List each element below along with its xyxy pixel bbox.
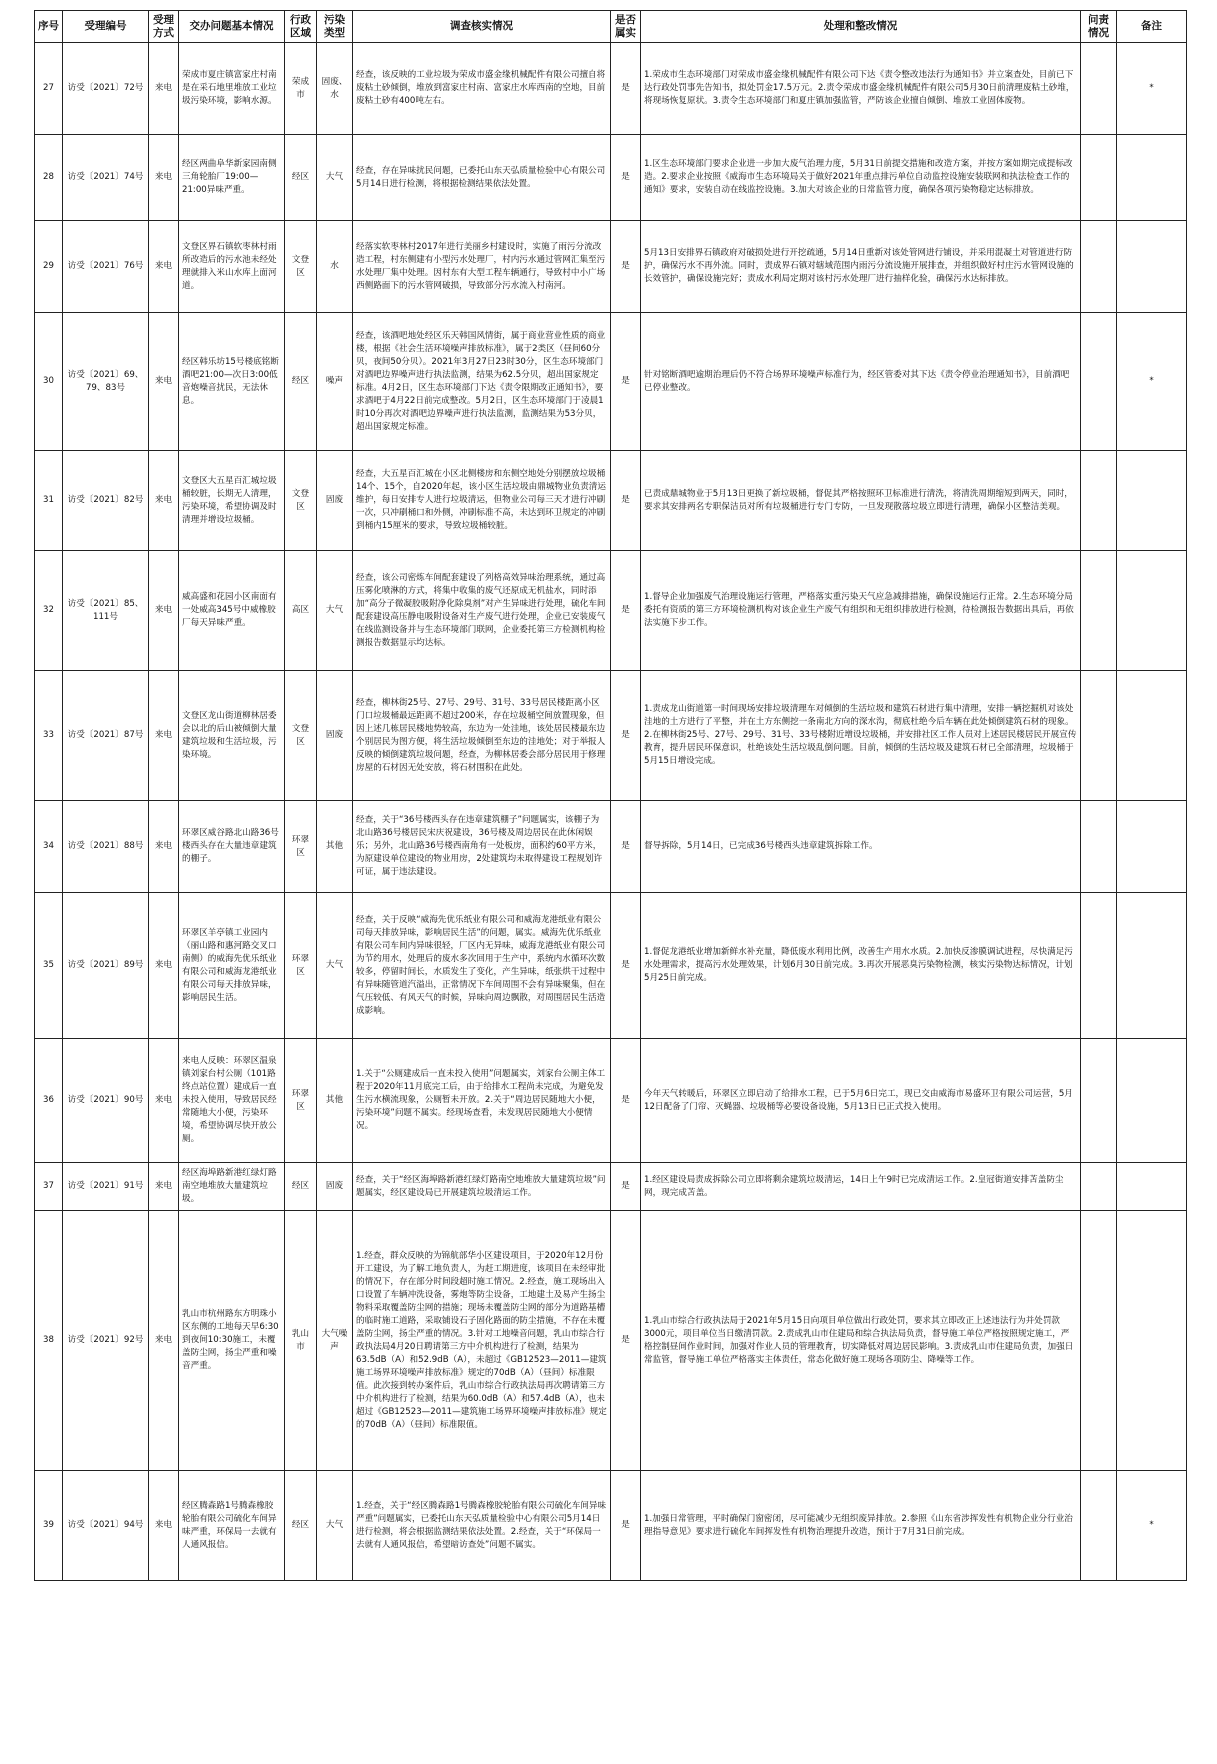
cell-remarks bbox=[1117, 451, 1187, 551]
cell-verified: 是 bbox=[611, 1163, 641, 1211]
table-row bbox=[35, 551, 1187, 671]
cell-method: 来电 bbox=[149, 671, 179, 801]
cell-method: 来电 bbox=[149, 221, 179, 313]
cell-verified: 是 bbox=[611, 1471, 641, 1581]
cell-investigation: 经查，关于“经区海埠路新港红绿灯路南空地堆放大量建筑垃圾”问题属实，经区建设局已开展建筑垃圾清运工作。 bbox=[353, 1163, 611, 1211]
cell-seq: 36 bbox=[35, 1039, 63, 1163]
cell-seq: 34 bbox=[35, 801, 63, 893]
table-row bbox=[35, 893, 1187, 1039]
cell-district: 环翠区 bbox=[285, 801, 317, 893]
cell-pollution: 固废 bbox=[317, 671, 353, 801]
cell-handling: 1.责成龙山街道第一时间现场安排垃圾清理车对倾倒的生活垃圾和建筑石材进行集中清理，安排一辆挖掘机对该处洼地的土方进行了平整，并在土方东侧挖一条南北方向的深水沟，彻底杜绝今后车辆在此处倾倒建筑石材的现象。2.在柳林街25号、27号、29号、31号、33号楼附近增设垃圾桶，并安排社区工作人员对上述居民楼居民开展宣传教育，提升居民环保意识，杜绝该处生活垃圾乱倒问题。目前，倾倒的生活垃圾及建筑石材已全部清理，垃圾桶于5月15日增设完成。 bbox=[641, 671, 1081, 801]
cell-district: 环翠区 bbox=[285, 893, 317, 1039]
table-row bbox=[35, 451, 1187, 551]
cell-accountability bbox=[1081, 43, 1117, 135]
cell-handling: 1.区生态环境部门要求企业进一步加大废气治理力度，5月31日前提交措施和改造方案，并按方案如期完成提标改造。2.要求企业按照《威海市生态环境局关于做好2021年重点排污单位自动监控设施安装联网和执法检查工作的通知》要求，安装自动在线监控设施。3.加大对该企业的日常监管力度，确保各项污染物稳定达标排放。 bbox=[641, 135, 1081, 221]
cell-method: 来电 bbox=[149, 801, 179, 893]
cell-pollution: 大气 bbox=[317, 1471, 353, 1581]
cell-investigation: 经查，关于“36号楼西头存在违章建筑棚子”问题属实，该棚子为北山路36号楼居民宋庆祝建设，36号楼及周边居民在此休闲娱乐；另外，北山路36号楼西南角有一处板房，面积约60平方米，为原建设单位建设的物业用房，2处建筑均未取得建设工程规划许可证，属于违法建设。 bbox=[353, 801, 611, 893]
cell-investigation: 经查，该公司密炼车间配套建设了列格高效异味治理系统，通过高压雾化喷淋的方式，将集中收集的废气还原成无机盐水，同时添加“高分子微凝胶吸附净化除臭剂”对产生异味进行处理，硫化车间配套建设高压静电吸附设备对生产废气进行处理，企业已安装废气在线监测设备并与生态环境部门联网，企业委托第三方检测机构检测报告数据显示均达标。 bbox=[353, 551, 611, 671]
cell-accountability bbox=[1081, 221, 1117, 313]
cell-handling: 1.经区建设局责成拆除公司立即将剩余建筑垃圾清运，14日上午9时已完成清运工作。2.皇冠街道安排苫盖防尘网，现完成苫盖。 bbox=[641, 1163, 1081, 1211]
cell-district: 经区 bbox=[285, 135, 317, 221]
cell-remarks: * bbox=[1117, 1471, 1187, 1581]
cell-seq: 32 bbox=[35, 551, 63, 671]
cell-district: 经区 bbox=[285, 1163, 317, 1211]
cell-issue: 威高盛和花园小区南面有一处威高345号中威橡胶厂每天异味严重。 bbox=[179, 551, 285, 671]
cell-method: 来电 bbox=[149, 551, 179, 671]
cell-verified: 是 bbox=[611, 671, 641, 801]
cell-method: 来电 bbox=[149, 135, 179, 221]
cell-accountability bbox=[1081, 135, 1117, 221]
cell-seq: 35 bbox=[35, 893, 63, 1039]
cell-handling: 针对铭断酒吧逾期治理后仍不符合场界环境噪声标准行为，经区管委对其下达《责令停业治理通知书》，目前酒吧已停业整改。 bbox=[641, 313, 1081, 451]
cell-investigation: 经查，存在异味扰民问题，已委托山东天弘质量检验中心有限公司5月14日进行检测，将根据检测结果依法处置。 bbox=[353, 135, 611, 221]
cell-accept-no: 访受〔2021〕91号 bbox=[63, 1163, 149, 1211]
cell-issue: 文登区界石镇软枣林村雨所改造后的污水池未经处理就排入米山水库上面河道。 bbox=[179, 221, 285, 313]
cell-accountability bbox=[1081, 1211, 1117, 1471]
cell-verified: 是 bbox=[611, 893, 641, 1039]
cell-method: 来电 bbox=[149, 1163, 179, 1211]
cell-handling: 5月13日安排界石镇政府对破损处进行开挖疏通，5月14日重新对该处管网进行铺设，并采用混凝土对管道进行防护，确保污水不再外流。同时，责成界石镇对辖域范围内雨污分流设施开展排查，并组织做好村庄污水管网设施的长效管护，确保设施完好；责成水利局定期对该村污水处理厂进行抽样化验，确保污水达标排放。 bbox=[641, 221, 1081, 313]
cell-handling: 1.乳山市综合行政执法局于2021年5月15日向项目单位做出行政处罚，要求其立即改正上述违法行为并处罚款3000元，项目单位当日缴清罚款。2.责成乳山市住建局和综合执法局负责，督导施工单位严格按照规定施工，严格控制昼间作业时间，加强对作业人员的管理教育，切实降低对周边居民影响。3.责成乳山市住建局负责，加强日常监管，督导施工单位严格落实主体责任，常态化做好施工现场各项防尘、降噪等工作。 bbox=[641, 1211, 1081, 1471]
cell-pollution: 固废、水 bbox=[317, 43, 353, 135]
cell-accountability bbox=[1081, 671, 1117, 801]
table-row bbox=[35, 221, 1187, 313]
header-district: 行政区域 bbox=[285, 11, 317, 43]
cell-accept-no: 访受〔2021〕85、111号 bbox=[63, 551, 149, 671]
cell-remarks bbox=[1117, 1039, 1187, 1163]
cell-seq: 33 bbox=[35, 671, 63, 801]
header-remarks: 备注 bbox=[1117, 11, 1187, 43]
table-row bbox=[35, 801, 1187, 893]
cell-pollution: 其他 bbox=[317, 801, 353, 893]
cell-seq: 39 bbox=[35, 1471, 63, 1581]
table-row bbox=[35, 1163, 1187, 1211]
cell-investigation: 1.关于“公厕建成后一直未投入使用”问题属实，刘家台公厕主体工程于2020年11月底完工后，由于给排水工程尚未完成，为避免发生污水横流现象，公厕暂未开放。2.关于“周边居民随地大小便，污染环境”问题不属实。经现场查看，未发现居民随地大小便情况。 bbox=[353, 1039, 611, 1163]
cell-accept-no: 访受〔2021〕87号 bbox=[63, 671, 149, 801]
header-row bbox=[35, 11, 1187, 43]
cell-accountability bbox=[1081, 451, 1117, 551]
header-verified: 是否属实 bbox=[611, 11, 641, 43]
cell-investigation: 经查，关于反映“威海先优乐纸业有限公司和威海龙港纸业有限公司每天排放异味，影响居民生活”的问题，属实。威海先优乐纸业有限公司车间内异味很轻，厂区内无异味，威海龙港纸业有限公司为节约用水，处理后的废水多次回用于生产中，系统内水循环次数较多，停留时间长，水质发生了变化，产生异味，纸张烘干过程中有异味随管道汽溢出，正常情况下车间周围不会有异味聚集，但在气压较低、有风天气的时候，异味向周边飘散，对周围居民生活造成影响。 bbox=[353, 893, 611, 1039]
cell-method: 来电 bbox=[149, 1211, 179, 1471]
cell-issue: 乳山市杭州路东方明珠小区东侧的工地每天早6:30到夜间10:30施工，未覆盖防尘网，扬尘严重和噪音严重。 bbox=[179, 1211, 285, 1471]
cell-investigation: 1.经查，群众反映的为锦航部华小区建设项目，于2020年12月份开工建设，为了解工地负责人，为赶工期进度，该项目在未经审批的情况下，存在部分时间段超时施工情况。2.经查，施工现场出入口设置了车辆冲洗设备，雾炮等防尘设备，工地建土及易产生扬尘物料采取覆盖防尘网的措施；现场未覆盖防尘网的部分为道路基槽的临时施工道路，采取铺设石子固化路面的防尘措施，不存在未覆盖防尘网，扬尘严重的情况。3.针对工地噪音问题，乳山市综合行政执法局4月20日聘请第三方中介机构进行了检测，结果为63.5dB（A）和52.9dB（A），未超过《GB12523—2011—建筑施工场界环境噪声排放标准》规定的70dB（A）（昼间）标准限值。此次接到转办案件后，乳山市综合行政执法局再次聘请第三方中介机构进行了检测，结果为60.0dB（A）和57.4dB（A），也未超过《GB12523—2011—建筑施工场界环境噪声排放标准》规定的70dB（A）（昼间）标准限值。 bbox=[353, 1211, 611, 1471]
cell-investigation: 1.经查，关于“经区腾森路1号腾森橡胶轮胎有限公司硫化车间异味严重”问题属实，已委托山东天弘质量检验中心有限公司5月14日进行检测，将会根据监测结果依法处置。2.经查，关于“环保局一去就有人通风报信，希望暗访查处”问题不属实。 bbox=[353, 1471, 611, 1581]
cell-verified: 是 bbox=[611, 43, 641, 135]
cell-verified: 是 bbox=[611, 551, 641, 671]
cell-pollution: 大气 bbox=[317, 551, 353, 671]
cell-handling: 已责成鼎城物业于5月13日更换了新垃圾桶，督促其严格按照环卫标准进行清洗，将清洗周期缩短到两天，同时，要求其安排两名专职保洁员对所有垃圾桶进行专门专防，一旦发现散落垃圾立即进行清理，确保小区整洁美观。 bbox=[641, 451, 1081, 551]
header-investigation: 调查核实情况 bbox=[353, 11, 611, 43]
cell-remarks bbox=[1117, 1163, 1187, 1211]
cell-handling: 1.督促龙港纸业增加新鲜水补充量，降低废水利用比例，改善生产用水水质。2.加快反渗膜调试进程，尽快满足污水处理需求，提高污水处理效果，计划6月30日前完成。3.再次开展恶臭污染物检测，核实污染物达标情况，计划5月25日前完成。 bbox=[641, 893, 1081, 1039]
cell-accountability bbox=[1081, 1039, 1117, 1163]
cell-accept-no: 访受〔2021〕69、79、83号 bbox=[63, 313, 149, 451]
cell-issue: 经区海埠路新港红绿灯路南空地堆放大量建筑垃圾。 bbox=[179, 1163, 285, 1211]
cell-remarks bbox=[1117, 221, 1187, 313]
cell-method: 来电 bbox=[149, 43, 179, 135]
cell-verified: 是 bbox=[611, 1211, 641, 1471]
cell-issue: 经区韩乐坊15号楼底铭断酒吧21:00—次日3:00低音炮噪音扰民，无法休息。 bbox=[179, 313, 285, 451]
cell-issue: 来电人反映：环翠区温泉镇刘家台村公厕（101路终点站位置）建成后一直未投入使用，导致居民经常随地大小便，污染环境，希望协调尽快开放公厕。 bbox=[179, 1039, 285, 1163]
table-row bbox=[35, 313, 1187, 451]
cell-handling: 1.加强日常管理，平时确保门窗密闭，尽可能减少无组织废异排放。2.参照《山东省涉挥发性有机物企业分行业治理指导意见》要求进行硫化车间挥发性有机物治理提升改造，预计于7月31日前完成。 bbox=[641, 1471, 1081, 1581]
cell-verified: 是 bbox=[611, 135, 641, 221]
cell-method: 来电 bbox=[149, 313, 179, 451]
header-pollution: 污染类型 bbox=[317, 11, 353, 43]
cell-accept-no: 访受〔2021〕89号 bbox=[63, 893, 149, 1039]
cell-district: 文登区 bbox=[285, 451, 317, 551]
cell-seq: 37 bbox=[35, 1163, 63, 1211]
cell-remarks bbox=[1117, 801, 1187, 893]
cell-handling: 今年天气转暖后，环翠区立即启动了给排水工程，已于5月6日完工，现已交由威海市易盛环卫有限公司运营，5月12日配备了门帘、灭蝇器、垃圾桶等必要设备设施，5月13日已正式投入使用。 bbox=[641, 1039, 1081, 1163]
cell-seq: 31 bbox=[35, 451, 63, 551]
cell-handling: 1.督导企业加强废气治理设施运行管理，严格落实重污染天气应急减排措施，确保设施运行正常。2.生态环境分局委托有资质的第三方环境检测机构对该企业生产废气有组织和无组织排放进行检测，待检测报告数据出具后，再依法实施下步工作。 bbox=[641, 551, 1081, 671]
cell-issue: 环翠区羊亭镇工业园内（丽山路和惠河路交叉口南侧）的威海先优乐纸业有限公司和威海龙港纸业有限公司每天排放异味，影响居民生活。 bbox=[179, 893, 285, 1039]
cell-district: 文登区 bbox=[285, 671, 317, 801]
cell-seq: 29 bbox=[35, 221, 63, 313]
cell-verified: 是 bbox=[611, 1039, 641, 1163]
table-row bbox=[35, 671, 1187, 801]
cell-district: 荣成市 bbox=[285, 43, 317, 135]
cell-remarks bbox=[1117, 671, 1187, 801]
cell-accountability bbox=[1081, 893, 1117, 1039]
cell-pollution: 其他 bbox=[317, 1039, 353, 1163]
cell-remarks: * bbox=[1117, 43, 1187, 135]
cell-seq: 28 bbox=[35, 135, 63, 221]
cell-investigation: 经落实软枣林村2017年进行美丽乡村建设时，实施了雨污分流改造工程，村东侧建有小型污水处理厂，村内污水通过管网汇集至污水处理厂集中处理。因村东有大型工程车辆通行，导致村中小广场西侧路面下的污水管网破损，导致部分污水流入村南河。 bbox=[353, 221, 611, 313]
cell-pollution: 固废 bbox=[317, 451, 353, 551]
cell-pollution: 水 bbox=[317, 221, 353, 313]
cell-issue: 文登区龙山街道柳林居委会以北的后山被倾倒大量建筑垃圾和生活垃圾，污染环境。 bbox=[179, 671, 285, 801]
cell-verified: 是 bbox=[611, 801, 641, 893]
header-seq: 序号 bbox=[35, 11, 63, 43]
cell-accept-no: 访受〔2021〕72号 bbox=[63, 43, 149, 135]
complaint-table bbox=[34, 10, 1187, 1581]
cell-pollution: 固废 bbox=[317, 1163, 353, 1211]
cell-investigation: 经查，该酒吧地处经区乐天韩国风情街，属于商业营业性质的商业楼，根据《社会生活环境噪声排放标准》，属于2类区（昼间60分贝，夜间50分贝）。2021年3月27日23时30分，区生态环境部门对酒吧边界噪声进行执法监测，结果为62.5分贝，超出国家规定标准。4月2日，区生态环境部门下达《责令限期改正通知书》，要求酒吧于4月22日前完成整改。5月2日，区生态环境部门于凌晨1时10分再次对酒吧边界噪声进行执法监测，监测结果为53分贝，超出国家规定标准。 bbox=[353, 313, 611, 451]
table-row bbox=[35, 1211, 1187, 1471]
table-row bbox=[35, 135, 1187, 221]
cell-pollution: 大气噪声 bbox=[317, 1211, 353, 1471]
cell-accountability bbox=[1081, 313, 1117, 451]
cell-verified: 是 bbox=[611, 451, 641, 551]
header-method: 受理方式 bbox=[149, 11, 179, 43]
header-issue: 交办问题基本情况 bbox=[179, 11, 285, 43]
table-row bbox=[35, 43, 1187, 135]
cell-method: 来电 bbox=[149, 893, 179, 1039]
cell-method: 来电 bbox=[149, 1039, 179, 1163]
cell-investigation: 经查，该反映的工业垃圾为荣成市盛金缘机械配件有限公司擅自将废粘土砂倾倒，堆放到富家庄村南、富家庄水库西南的空地，目前废粘土砂有400吨左右。 bbox=[353, 43, 611, 135]
cell-remarks bbox=[1117, 1211, 1187, 1471]
cell-accountability bbox=[1081, 1471, 1117, 1581]
header-handling: 处理和整改情况 bbox=[641, 11, 1081, 43]
cell-district: 文登区 bbox=[285, 221, 317, 313]
cell-district: 高区 bbox=[285, 551, 317, 671]
cell-pollution: 大气 bbox=[317, 135, 353, 221]
cell-seq: 30 bbox=[35, 313, 63, 451]
cell-verified: 是 bbox=[611, 313, 641, 451]
cell-district: 环翠区 bbox=[285, 1039, 317, 1163]
cell-issue: 环翠区威谷路北山路36号楼西头存在大量违章建筑的棚子。 bbox=[179, 801, 285, 893]
cell-handling: 督导拆除，5月14日，已完成36号楼西头违章建筑拆除工作。 bbox=[641, 801, 1081, 893]
cell-investigation: 经查，大五星百汇城在小区北侧楼房和东侧空地处分别摆放垃圾桶14个、15个，自2020年起，该小区生活垃圾由鼎城物业负责清运维护，每日安排专人进行垃圾清运，但物业公司每三天才进行冲刷一次，只冲刷桶口和外侧，冲刷标准不高，未达到环卫规定的冲刷到桶内15厘米的要求，导致垃圾桶较脏。 bbox=[353, 451, 611, 551]
table-row bbox=[35, 1039, 1187, 1163]
cell-accountability bbox=[1081, 801, 1117, 893]
cell-investigation: 经查，柳林街25号、27号、29号、31号、33号居民楼距离小区门口垃圾桶最远距离不超过200米，存在垃圾桶空间放置现象，但因上述几栋居民楼地势较高，东边为一处洼地，该处居民楼最东边个别居民为图方便，将生活垃圾倾倒至东边的洼地处；对于举报人反映的倾倒建筑垃圾问题，经查，为柳林居委会部分居民用于修理房屋的石材因无处安放，将石材围积在此处。 bbox=[353, 671, 611, 801]
cell-issue: 荣成市夏庄镇富家庄村南是在采石地里堆放工业垃圾污染环境，影响水源。 bbox=[179, 43, 285, 135]
cell-pollution: 大气 bbox=[317, 893, 353, 1039]
cell-method: 来电 bbox=[149, 451, 179, 551]
cell-pollution: 噪声 bbox=[317, 313, 353, 451]
header-accept-no: 受理编号 bbox=[63, 11, 149, 43]
cell-verified: 是 bbox=[611, 221, 641, 313]
cell-accept-no: 访受〔2021〕94号 bbox=[63, 1471, 149, 1581]
cell-district: 经区 bbox=[285, 1471, 317, 1581]
cell-accept-no: 访受〔2021〕82号 bbox=[63, 451, 149, 551]
cell-accept-no: 访受〔2021〕88号 bbox=[63, 801, 149, 893]
cell-issue: 文登区大五星百汇城垃圾桶较脏，长期无人清理，污染环境，希望协调及时清理并增设垃圾桶。 bbox=[179, 451, 285, 551]
cell-issue: 经区两曲阜华新家园南侧三角轮胎厂19:00—21:00异味严重。 bbox=[179, 135, 285, 221]
cell-seq: 38 bbox=[35, 1211, 63, 1471]
cell-accept-no: 访受〔2021〕92号 bbox=[63, 1211, 149, 1471]
cell-method: 来电 bbox=[149, 1471, 179, 1581]
cell-issue: 经区腾森路1号腾森橡胶轮胎有限公司硫化车间异味严重，环保局一去就有人通风报信。 bbox=[179, 1471, 285, 1581]
cell-accountability bbox=[1081, 1163, 1117, 1211]
cell-remarks bbox=[1117, 135, 1187, 221]
header-accountability: 问责情况 bbox=[1081, 11, 1117, 43]
cell-handling: 1.荣成市生态环境部门对荣成市盛金缘机械配件有限公司下达《责令整改违法行为通知书》并立案查处，目前已下达行政处罚事先告知书，拟处罚金17.5万元。2.责令荣成市盛金缘机械配件有限公司5月30日前清理废粘土砂堆，将现场恢复原状。3.责令生态环境部门和夏庄镇加强监管，严防该企业擅自倾倒、堆放工业固体废物。 bbox=[641, 43, 1081, 135]
cell-remarks bbox=[1117, 551, 1187, 671]
cell-seq: 27 bbox=[35, 43, 63, 135]
cell-district: 经区 bbox=[285, 313, 317, 451]
cell-district: 乳山市 bbox=[285, 1211, 317, 1471]
table-row bbox=[35, 1471, 1187, 1581]
cell-accountability bbox=[1081, 551, 1117, 671]
cell-accept-no: 访受〔2021〕76号 bbox=[63, 221, 149, 313]
cell-accept-no: 访受〔2021〕90号 bbox=[63, 1039, 149, 1163]
cell-remarks bbox=[1117, 893, 1187, 1039]
cell-remarks: * bbox=[1117, 313, 1187, 451]
cell-accept-no: 访受〔2021〕74号 bbox=[63, 135, 149, 221]
